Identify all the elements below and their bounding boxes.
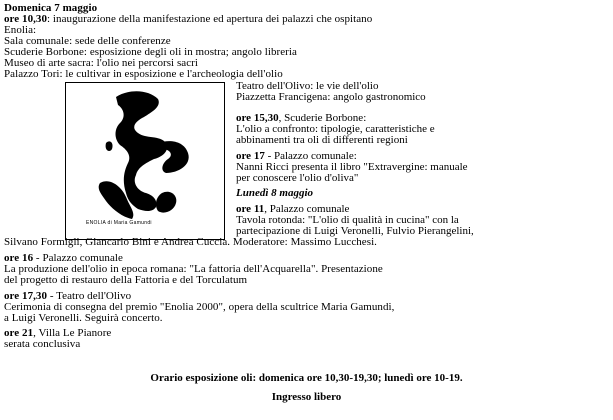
venue-item: Museo di arte sacra: l'olio nei percorsi sacri (4, 57, 198, 69)
event-place: - Palazzo comunale: (264, 150, 357, 162)
venue-item: Teatro dell'Olivo: le vie dell'olio (236, 80, 379, 92)
event-place: - Palazzo comunale (33, 252, 123, 264)
event-time: ore 11 (236, 203, 265, 215)
event-time: ore 21 (4, 327, 34, 339)
event-time: ore 16 (4, 252, 34, 264)
event-time: ore 17 (236, 150, 265, 162)
event-time: ore 15,30 (236, 112, 279, 124)
event-place: , Palazzo comunale (264, 203, 350, 215)
event-desc: del progetto di restauro della Fattoria e del Torculatum (4, 274, 248, 286)
venue-intro: Enolia: (4, 24, 37, 36)
event-opening (4, 13, 372, 25)
event-desc: Silvano Formigli, Giancarlo Bini e Andrea Cuccia. Moderatore: Massimo Lucchesi. (4, 236, 377, 248)
event-place: , Scuderie Borbone: (278, 112, 367, 124)
event-place: , Villa Le Pianore (33, 327, 112, 339)
event-text: : inaugurazione della manifestazione ed apertura dei palazzi che ospitano (47, 13, 373, 25)
day-heading-sunday: Domenica 7 maggio (4, 2, 98, 14)
sculpture-image (65, 82, 225, 240)
venue-item: Sala comunale: sede delle conferenze (4, 35, 171, 47)
venue-item: Scuderie Borbone: esposizione degli oli in mostra; angolo libreria (4, 46, 297, 58)
free-entry: Ingresso libero (271, 391, 342, 403)
event-time: ore 10,30 (4, 13, 48, 25)
event-desc: abbinamenti tra oli di differenti regioni (236, 134, 408, 146)
event-desc: La produzione dell'olio in epoca romana: "La fattoria dell'Acquarella". Presentazione (4, 263, 383, 275)
event-desc: per conoscere l'olio d'oliva" (236, 172, 359, 184)
sculpture-figure (66, 83, 223, 238)
exhibition-hours: Orario esposizione oli: domenica ore 10,30-19,30; lunedì ore 10-19. (150, 372, 463, 384)
event-desc: Tavola rotonda: "L'olio di qualità in cucina" con la (236, 214, 459, 226)
event-desc: serata conclusiva (4, 338, 81, 350)
event-desc: L'olio a confronto: tipologie, caratteristiche e (236, 123, 435, 135)
venue-item: Piazzetta Francigena: angolo gastronomico (236, 91, 426, 103)
event-place: - Teatro dell'Olivo (47, 290, 132, 302)
event-desc: partecipazione di Luigi Veronelli, Fulvio Pierangelini, (236, 225, 474, 237)
day-heading-monday: Lunedì 8 maggio (236, 187, 314, 199)
event-desc: Cerimonia di consegna del premio "Enolia 2000", opera della scultrice Maria Gamundi, (4, 301, 395, 313)
image-caption: ENOLIA di Maria Gamundi (86, 220, 152, 226)
event-desc: a Luigi Veronelli. Seguirà concerto. (4, 312, 163, 324)
event-desc: Nanni Ricci presenta il libro "Extravergine: manuale (236, 161, 468, 173)
event-time: ore 17,30 (4, 290, 48, 302)
venue-item: Palazzo Tori: le cultivar in esposizione e l'archeologia dell'olio (4, 68, 283, 80)
